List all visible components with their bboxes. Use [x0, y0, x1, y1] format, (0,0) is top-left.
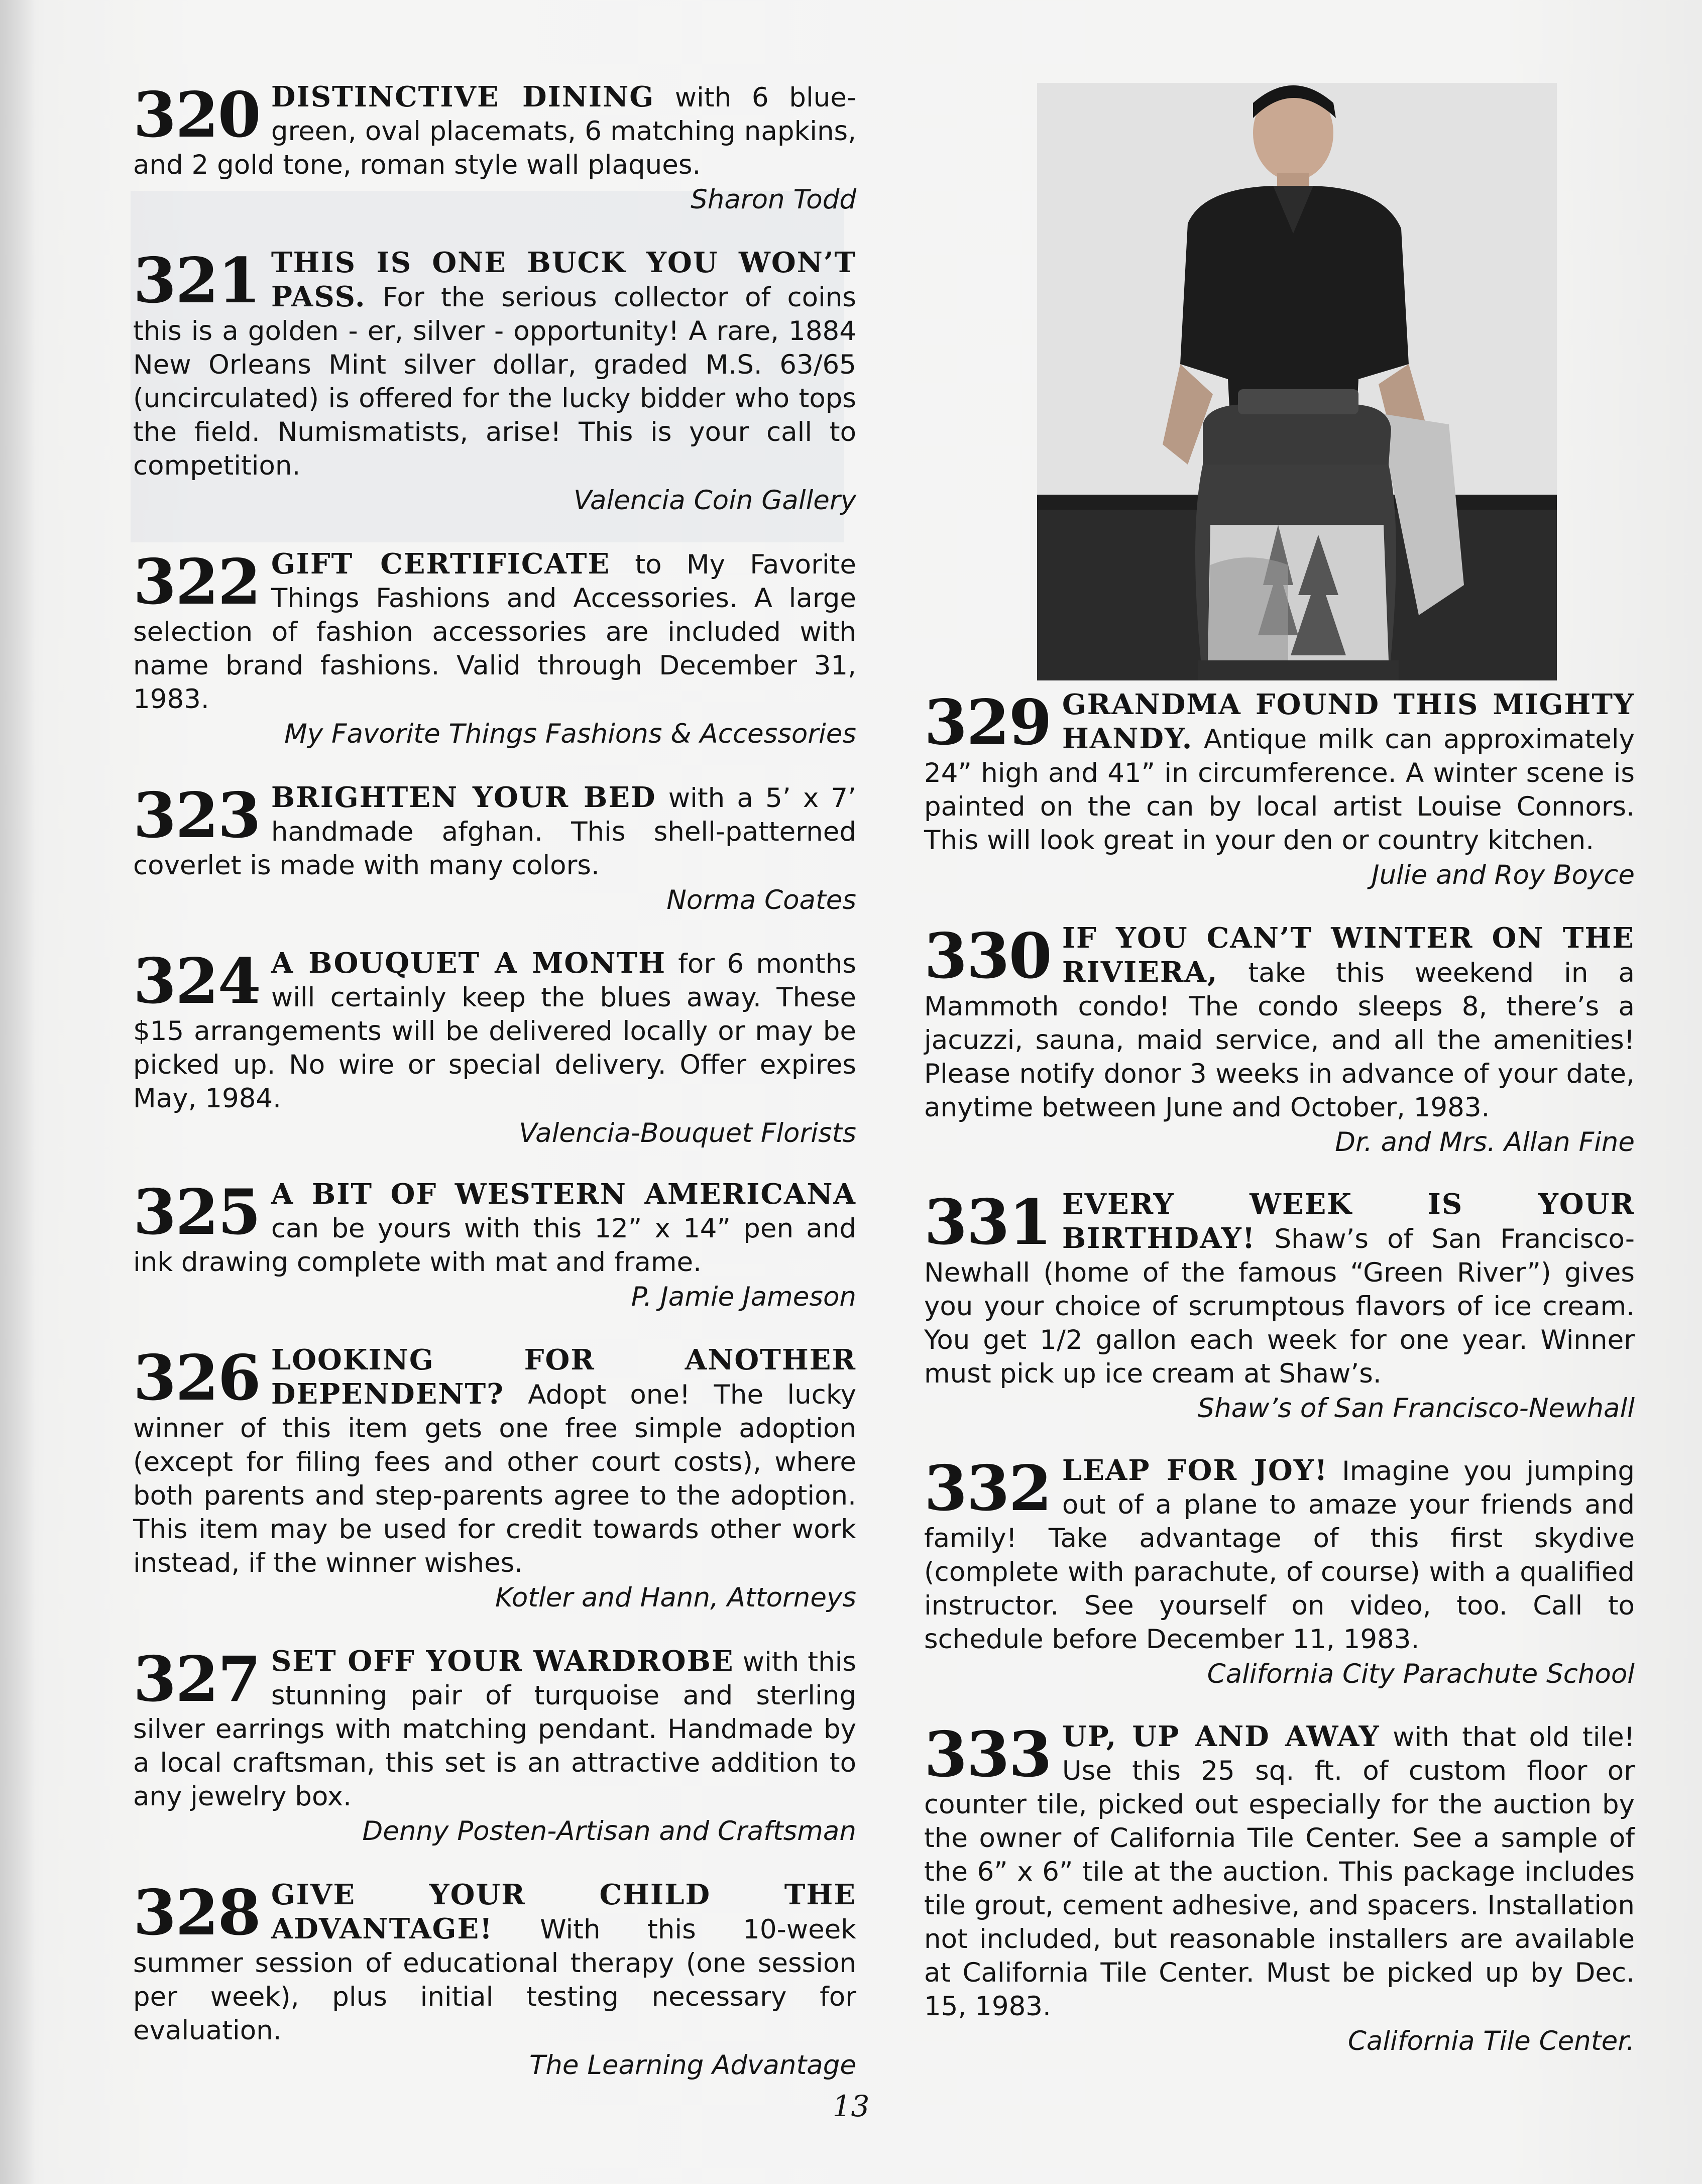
item-headline: EVERY WEEK IS YOUR BIRTHDAY! — [1062, 1188, 1635, 1255]
item-number: 320 — [133, 79, 260, 152]
item-headline: IF YOU CAN’T WINTER ON THE RIVIERA, — [1062, 922, 1635, 989]
item-number: 329 — [924, 686, 1051, 759]
item-number: 322 — [133, 546, 260, 619]
item-headline: GIVE YOUR CHILD THE ADVANTAGE! — [271, 1878, 856, 1945]
item-text: can be yours with this 12” x 14” pen and ink drawing complete with mat and frame. — [133, 1213, 856, 1278]
item-number: 333 — [924, 1718, 1051, 1791]
item-text: Adopt one! The lucky winner of this item gets one free simple adoption (except for filing fees and other court costs), where both parents and step-parents agree to the adoption. This item may be used for credit towards other work instead, if the winner wishes. — [133, 1380, 856, 1578]
item-text: with that old tile! Use this 25 sq. ft. of custom floor or counter tile, picked out especially for the auction by the owner of California Tile Center. See a sample of the 6” x 6” tile at the auction. This package includes tile grout, cement adhesive, and spacers. Installation not included, but reasonable installers are available at California Tile Center. Must be picked up by Dec. 15, 1983. — [924, 1722, 1635, 2022]
auction-item-322 — [133, 547, 856, 751]
item-text: with this stunning pair of turquoise and sterling silver earrings with matching pendant. Handmade by a local craftsman, this set is an attractive addition to any jewelry box. — [133, 1647, 856, 1812]
auction-item-325 — [133, 1178, 856, 1314]
item-text: Antique milk can approximately 24” high and 41” in circumference. A winter scene is painted on the can by local artist Louise Connors. This will look great in your den or country kitchen. — [924, 724, 1635, 856]
item-text: For the serious collector of coins this is a golden - er, silver - opportunity! A rare, 1884 New Orleans Mint silver dollar, graded M.S. 63/65 (uncirculated) is offered for the lucky bidder who tops the field. Numismatists, arise! This is your call to competition. — [133, 282, 856, 481]
item-text: with 6 blue-green, oval placemats, 6 matching napkins, and 2 gold tone, roman style wall plaques. — [133, 82, 856, 180]
item-text: for 6 months will certainly keep the blues away. These $15 arrangements will be delivered locally or may be picked up. No wire or special delivery. Offer expires May, 1984. — [133, 949, 856, 1114]
item-donor: Julie and Roy Boyce — [1371, 860, 1635, 890]
item-donor: The Learning Advantage — [529, 2050, 856, 2081]
item-number: 328 — [133, 1877, 260, 1949]
item-number: 324 — [133, 945, 260, 1018]
item-headline: GIFT CERTIFICATE — [271, 547, 611, 581]
item-headline: DISTINCTIVE DINING — [271, 80, 655, 113]
item-donor: Dr. and Mrs. Allan Fine — [1335, 1127, 1635, 1158]
photo-illustration — [1037, 83, 1557, 680]
item-donor: Shaw’s of San Francisco-Newhall — [1197, 1393, 1635, 1424]
item-donor: Valencia-Bouquet Florists — [519, 1118, 856, 1148]
item-donor: California Tile Center. — [1347, 2026, 1635, 2056]
auction-item-323 — [133, 781, 856, 917]
item-headline: BRIGHTEN YOUR BED — [271, 781, 656, 814]
auction-item-330 — [924, 922, 1635, 1160]
auction-item-331 — [924, 1188, 1635, 1426]
item-donor: Valencia Coin Gallery — [574, 485, 856, 516]
item-headline: THIS IS ONE BUCK YOU WON’T PASS. — [271, 246, 856, 313]
item-donor: Norma Coates — [666, 885, 856, 915]
item-donor: Sharon Todd — [691, 184, 856, 215]
item-headline: A BIT OF WESTERN AMERICANA — [271, 1178, 856, 1211]
auction-item-324 — [133, 947, 856, 1151]
auction-item-321 — [133, 246, 856, 518]
item-number: 323 — [133, 779, 260, 852]
binding-shadow — [0, 0, 35, 2184]
item-donor: My Favorite Things Fashions & Accessories — [284, 719, 856, 749]
auction-item-320 — [133, 80, 856, 217]
auction-item-328 — [133, 1878, 856, 2083]
item-donor: California City Parachute School — [1207, 1659, 1635, 1689]
item-number: 321 — [133, 245, 260, 317]
item-donor: P. Jamie Jameson — [631, 1282, 856, 1312]
item-number: 330 — [924, 920, 1051, 993]
item-headline: LEAP FOR JOY! — [1062, 1454, 1328, 1487]
item-headline: A BOUQUET A MONTH — [271, 947, 666, 980]
item-number: 326 — [133, 1342, 260, 1415]
auction-item-327 — [133, 1645, 856, 1849]
item-text: take this weekend in a Mammoth condo! The condo sleeps 8, there’s a jacuzzi, sauna, maid service, and all the amenities! Please notify donor 3 weeks in advance of your date, anytime between June and October, 1983. — [924, 958, 1635, 1123]
item-headline: LOOKING FOR ANOTHER DEPENDENT? — [271, 1343, 856, 1411]
item-text: with a 5’ x 7’ handmade afghan. This shell-patterned coverlet is made with many colors. — [133, 783, 856, 881]
item-text: to My Favorite Things Fashions and Accessories. A large selection of fashion accessories are included with name brand fashions. Valid through December 31, 1983. — [133, 549, 856, 715]
milk-can-photo — [1037, 83, 1557, 680]
page-number: 13 — [832, 2089, 870, 2123]
item-text: With this 10-week summer session of educational therapy (one session per week), plus initial testing necessary for evaluation. — [133, 1914, 856, 2046]
auction-item-326 — [133, 1343, 856, 1615]
item-donor: Denny Posten-Artisan and Craftsman — [362, 1816, 856, 1847]
item-text: Imagine you jumping out of a plane to amaze your friends and family! Take advantage of this first skydive (complete with parachute, of course) with a qualified instructor. See yourself on video, too. Call to schedule before December 11, 1983. — [924, 1456, 1635, 1655]
item-number: 332 — [924, 1452, 1051, 1525]
item-number: 331 — [924, 1186, 1051, 1259]
item-number: 325 — [133, 1176, 260, 1249]
item-headline: GRANDMA FOUND THIS MIGHTY HANDY. — [1062, 688, 1635, 755]
auction-item-329 — [924, 688, 1635, 892]
item-number: 327 — [133, 1643, 260, 1716]
item-headline: SET OFF YOUR WARDROBE — [271, 1645, 734, 1678]
item-text: Shaw’s of San Francisco-Newhall (home of the famous “Green River”) gives you your choice of scrumptous flavors of ice cream. You get 1/2 gallon each week for one year. Winner must pick up ice cream at Shaw’s. — [924, 1224, 1635, 1389]
item-headline: UP, UP AND AWAY — [1062, 1720, 1380, 1753]
item-donor: Kotler and Hann, Attorneys — [495, 1582, 856, 1613]
auction-item-333 — [924, 1720, 1635, 2058]
auction-item-332 — [924, 1454, 1635, 1691]
